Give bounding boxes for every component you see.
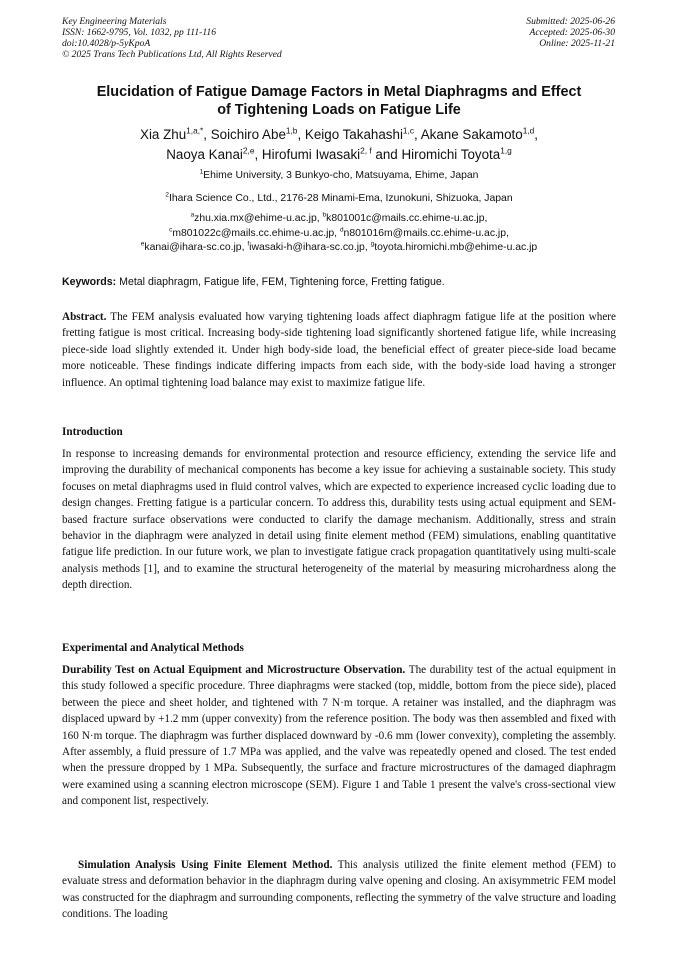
durability-label: Durability Test on Actual Equipment and Microstructure Observation.	[62, 664, 406, 676]
email-sup: f	[247, 240, 250, 248]
email-address[interactable]: m801022c@mails.cc.ehime-u.ac.jp	[172, 227, 335, 239]
author-list	[62, 125, 616, 165]
dates-header	[526, 16, 615, 49]
email-sup: a	[190, 211, 195, 219]
author-sep: ,	[203, 127, 211, 142]
email-address[interactable]: iwasaki-h@ihara-sc.co.jp	[249, 242, 365, 254]
journal-name: Key Engineering Materials	[62, 16, 167, 27]
author-name: Keigo Takahashi	[304, 127, 403, 142]
introduction-heading: Introduction	[62, 426, 123, 438]
author-sep: and	[371, 147, 402, 162]
author-line-1	[62, 125, 616, 145]
affiliation-2	[62, 192, 616, 205]
author-sup: 1,a,*	[186, 125, 204, 136]
email-address[interactable]: k801001c@mails.cc.ehime-u.ac.jp	[326, 213, 485, 224]
email-address[interactable]: zhu.xia.mx@ehime-u.ac.jp	[194, 213, 317, 224]
author-sup: 2, f	[360, 145, 372, 156]
email-line-3	[62, 241, 616, 256]
abstract-text: The FEM analysis evaluated how varying tightening loads affect diaphragm fatigue life at the position where fretting fatigue is most critical. Increasing body-side tightening load significantly shortened fatigue life, while increasing piece-side load slightly extended it. Under high body-side load, the beneficial effect of greater piece-side load became more noticeable. These findings indicate differing impacts from each side, with the body-side load having a stronger influence. An optimal tightening load balance may exist to maximize fatigue life.	[62, 311, 616, 389]
keywords-label: Keywords:	[62, 276, 117, 288]
author-sep: ,	[254, 147, 262, 162]
email-sup: g	[370, 240, 375, 248]
author-name: Naoya Kanai	[166, 147, 243, 162]
author-sup: 1,d	[522, 125, 535, 136]
title-line-2: of Tightening Loads on Fatigue Life	[217, 102, 461, 118]
author-name: Soichiro Abe	[210, 127, 286, 142]
email-sup: b	[322, 211, 327, 219]
email-line-2	[62, 227, 616, 242]
accepted-date: Accepted: 2025-06-30	[529, 27, 615, 38]
affiliation-sup: 1	[199, 168, 204, 176]
email-sep: ,	[506, 227, 509, 239]
author-sep: ,	[297, 127, 305, 142]
email-sep: ,	[316, 213, 323, 224]
email-sup: c	[169, 226, 173, 234]
journal-header	[62, 16, 282, 60]
issn-line: ISSN: 1662-9795, Vol. 1032, pp 111-116	[62, 27, 217, 38]
affiliation-1	[62, 169, 616, 182]
submitted-date: Submitted: 2025-06-26	[526, 16, 615, 27]
paper-title	[62, 83, 616, 119]
email-sup: d	[339, 226, 344, 234]
affiliation-sup: 2	[165, 191, 169, 199]
author-sep: ,	[414, 127, 421, 142]
keywords	[62, 276, 616, 289]
email-sep: ,	[241, 242, 248, 254]
keywords-text: Metal diaphragm, Fatigue life, FEM, Tightening force, Fretting fatigue.	[119, 276, 445, 288]
simulation-paragraph	[62, 857, 616, 923]
affiliation-text: Ehime University, 3 Bunkyo-cho, Matsuyama, Ehime, Japan	[203, 170, 479, 181]
email-address[interactable]: n801016m@mails.cc.ehime-u.ac.jp	[343, 227, 506, 239]
author-sup: 1,b	[285, 125, 298, 136]
durability-text: The durability test of the actual equipment in this study followed a specific procedure. Three diaphragms were stacked (top, middle, bottom from the piece side), placed between the piece and sheet holder, and tightened with 7 N·m torque. A retainer was installed, and the diaphragm was displaced upward by +1.2 mm (upper convexity) from the reference position. The body was then assembled and fixed with 160 N·m torque. The diaphragm was further displaced downward by -0.6 mm (lower convexity), completing the assembly. After assembly, a fluid pressure of 1.7 MPa was applied, and the valve was repeatedly opened and closed. The test ended when the pressure dropped by 1 MPa. Subsequently, the surface and fracture microstructures of the damaged diaphragm were examined using a scanning electron microscope (SEM). Figure 1 and Table 1 present the valve's cross-sectional view and component list, respectively.	[62, 664, 616, 808]
author-name: Akane Sakamoto	[420, 127, 523, 142]
author-name: Xia Zhu	[140, 127, 187, 142]
introduction-text: In response to increasing demands for environmental protection and resource efficiency, extending the service life and improving the durability of mechanical components has become a key issue for achieving a sustainable society. This study focuses on metal diaphragms used in fluid control valves, which are expected to experience increased cyclic loading due to design changes. Fretting fatigue is a particular concern. To address this, durability tests using actual equipment and SEM-based fracture surface observations were conducted to clarify the damage mechanism. Additionally, stress and strain behavior in the diaphragm were analyzed in detail using finite element method (FEM) simulations, enabling quantitative fatigue life prediction. In our future work, we plan to investigate fatigue crack propagation quantitatively using multi-scale analysis methods [1], and to examine the structural heterogeneity of the material by measuring microhardness along the depth direction.	[62, 448, 616, 592]
author-name: Hirofumi Iwasaki	[261, 147, 361, 162]
email-address[interactable]: toyota.hiromichi.mb@ehime-u.ac.jp	[374, 242, 538, 254]
affiliation-text: Ihara Science Co., Ltd., 2176-28 Minami-Ema, Izunokuni, Shizuoka, Japan	[168, 193, 513, 204]
author-line-2	[62, 145, 616, 165]
author-sup: 1,g	[500, 145, 512, 156]
durability-paragraph	[62, 662, 616, 810]
email-list	[62, 212, 616, 256]
email-sep: ,	[334, 227, 340, 239]
email-address[interactable]: kanai@ihara-sc.co.jp	[144, 242, 242, 254]
author-sep: ,	[534, 127, 538, 142]
author-name: Hiromichi Toyota	[401, 147, 501, 162]
author-sup: 1,c	[402, 125, 414, 136]
simulation-text: This analysis utilized the finite element method (FEM) to evaluate stress and deformation behavior in the diaphragm during valve opening and closing. An axisymmetric FEM model was constructed for the diaphragm and surrounding components, reflecting the symmetry of the valve structure and loading conditions. The loading	[62, 859, 616, 921]
abstract-label: Abstract.	[62, 311, 107, 323]
copyright-line: © 2025 Trans Tech Publications Ltd, All Rights Reserved	[62, 49, 282, 60]
author-sup: 2,e	[242, 145, 255, 156]
simulation-label: Simulation Analysis Using Finite Element Method.	[78, 859, 333, 871]
title-line-1: Elucidation of Fatigue Damage Factors in Metal Diaphragms and Effect	[96, 84, 582, 100]
doi-line[interactable]: doi:10.4028/p-5yKpoA	[62, 38, 151, 49]
email-sep: ,	[364, 242, 371, 254]
methods-heading: Experimental and Analytical Methods	[62, 642, 244, 654]
email-sep: ,	[484, 213, 488, 224]
email-sup: e	[140, 240, 145, 248]
online-date: Online: 2025-11-21	[539, 38, 615, 49]
abstract	[62, 309, 616, 391]
email-line-1	[62, 212, 616, 227]
